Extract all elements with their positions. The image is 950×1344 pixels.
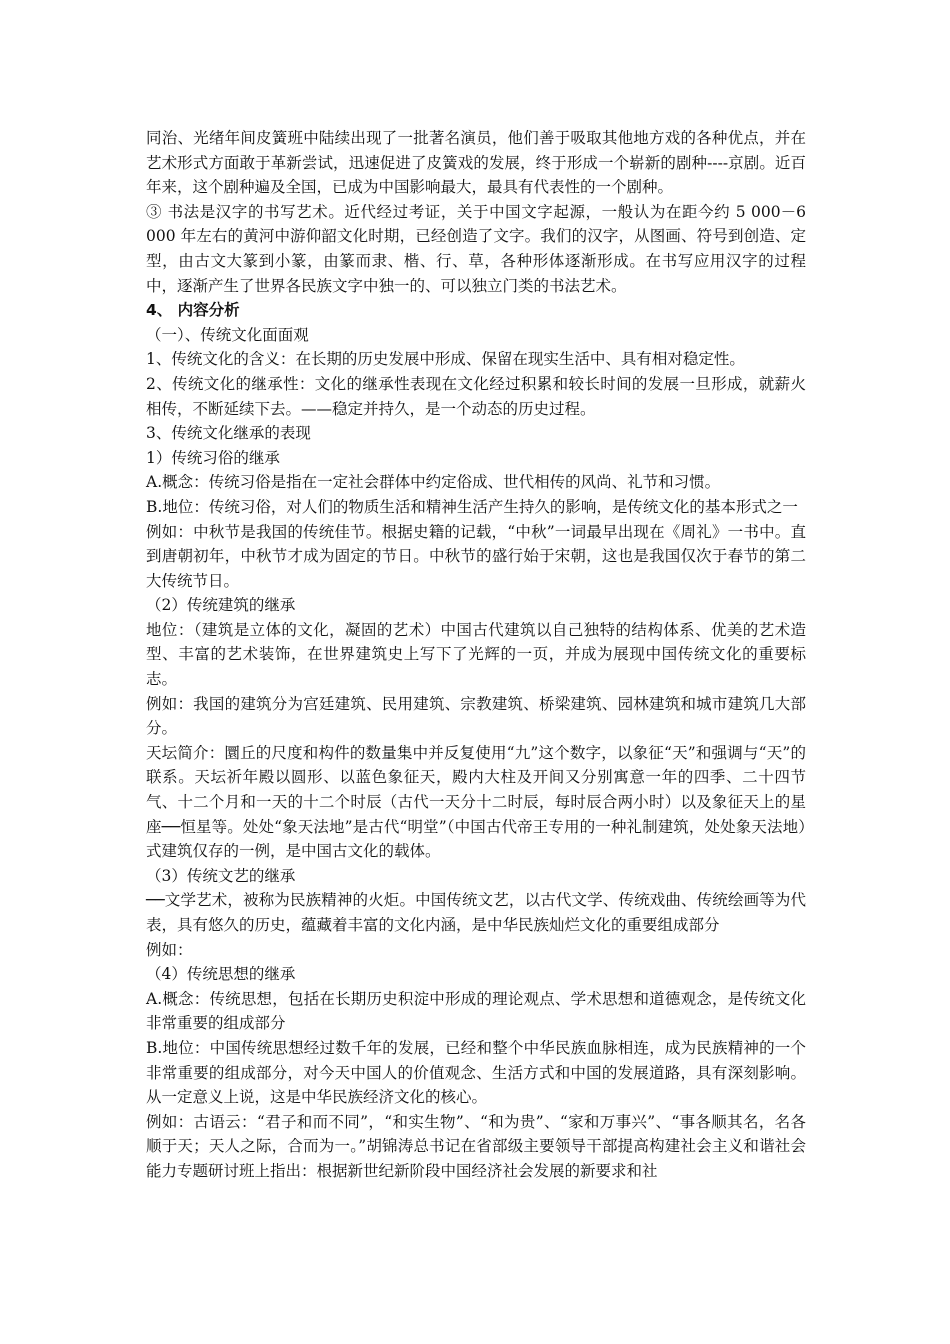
paragraph-thought-example: 例如：古语云：“君子和而不同”，“和实生物”、“和为贵”、“家和万事兴”、“事各顺其名，名各顺于天；天人之际，合而为一。”胡锦涛总书记在省部级主要领导干部提高构建社会主义和谐社会能力专题研讨班上指出：根据新世纪新阶段中国经济社会发展的新要求和社 bbox=[146, 1112, 806, 1180]
paragraph-literature-art: ──文学艺术，被称为民族精神的火炬。中国传统文艺，以古代文学、传统戏曲、传统绘画等为代表，具有悠久的历史，蕴藏着丰富的文化内涵，是中华民族灿烂文化的重要组成部分 bbox=[146, 891, 806, 934]
subheading-customs: 1）传统习俗的继承 bbox=[146, 448, 280, 467]
section-heading-content-analysis: 4、 内容分析 bbox=[146, 301, 240, 320]
paragraph-customs-status: B.地位：传统习俗，对人们的物质生活和精神生活产生持久的影响，是传统文化的基本形式之一 bbox=[146, 497, 798, 516]
subheading-literature-art: （3）传统文艺的继承 bbox=[146, 866, 296, 885]
paragraph-thought-concept: A.概念：传统思想，包括在长期历史积淀中形成的理论观点、学术思想和道德观念，是传统文化非常重要的组成部分 bbox=[146, 989, 806, 1033]
paragraph-customs-concept: A.概念：传统习俗是指在一定社会群体中约定俗成、世代相传的风尚、礼节和习惯。 bbox=[146, 473, 721, 492]
paragraph-literature-example: 例如： bbox=[146, 940, 193, 959]
paragraph-mid-autumn-example: 例如：中秋节是我国的传统佳节。根据史籍的记载，“中秋”一词最早出现在《周礼》一书中。直到唐朝初年，中秋节才成为固定的节日。中秋节的盛行始于宋朝，这也是我国仅次于春节的第二大传统节日。 bbox=[146, 522, 806, 590]
paragraph-definition: 1、传统文化的含义：在长期的历史发展中形成、保留在现实生活中、具有相对稳定性。 bbox=[146, 350, 745, 369]
subheading-architecture: （2）传统建筑的继承 bbox=[146, 596, 296, 615]
paragraph-architecture-status: 地位：（建筑是立体的文化，凝固的艺术）中国古代建筑以自己独特的结构体系、优美的艺术造型、丰富的艺术装饰，在世界建筑史上写下了光辉的一页，并成为展现中国传统文化的重要标志。 bbox=[146, 620, 806, 689]
subheading-thought: （4）传统思想的继承 bbox=[146, 965, 296, 984]
subheading-manifestations: 3、传统文化继承的表现 bbox=[146, 424, 311, 443]
paragraph-peking-opera: 同治、光绪年间皮簧班中陆续出现了一批著名演员，他们善于吸取其他地方戏的各种优点，并在艺术形式方面敢于革新尝试，迅速促进了皮簧戏的发展，终于形成一个崭新的剧种----京剧。近百年来，这个剧种遍及全国，已成为中国影响最大，最具有代表性的一个剧种。 bbox=[146, 129, 806, 197]
paragraph-calligraphy: ③ 书法是汉字的书写艺术。近代经过考证，关于中国文字起源，一般认为在距今约 5 000－6 000 年左右的黄河中游仰韶文化时期，已经创造了文字。我们的汉字，从图画、符号到创造、定型，由古文大篆到小篆，由篆而隶、楷、行、草，各种形体逐渐形成。在书写应用汉字的过程中，逐渐产生了世界各民族文字中独一的、可以独立门类的书法艺术。 bbox=[146, 202, 806, 295]
document-body bbox=[146, 126, 806, 1184]
subheading-overview: （一）、传统文化面面观 bbox=[146, 325, 309, 344]
paragraph-thought-status: B.地位：中国传统思想经过数千年的发展，已经和整个中华民族血脉相连，成为民族精神的一个非常重要的组成部分，对今天中国人的价值观念、生活方式和中国的发展道路，具有深刻影响。从一定意义上说，这是中华民族经济文化的核心。 bbox=[146, 1038, 806, 1107]
paragraph-architecture-example: 例如：我国的建筑分为宫廷建筑、民用建筑、宗教建筑、桥梁建筑、园林建筑和城市建筑几大部分。 bbox=[146, 694, 806, 738]
paragraph-inheritance: 2、传统文化的继承性：文化的继承性表现在文化经过积累和较长时间的发展一旦形成，就薪火相传，不断延续下去。——稳定并持久，是一个动态的历史过程。 bbox=[146, 374, 806, 418]
paragraph-temple-of-heaven: 天坛简介：圜丘的尺度和构件的数量集中并反复使用“九”这个数字，以象征“天”和强调与“天”的联系。天坛祈年殿以圆形、以蓝色象征天，殿内大柱及开间又分别寓意一年的四季、二十四节气、十二个月和一天的十二个时辰（古代一天分十二时辰，每时辰合两小时）以及象征天上的星座──恒星等。处处“象天法地”是古代“明堂”（中国古代帝王专用的一种礼制建筑，处处象天法地）式建筑仅存的一例，是中国古文化的载体。 bbox=[146, 743, 806, 861]
